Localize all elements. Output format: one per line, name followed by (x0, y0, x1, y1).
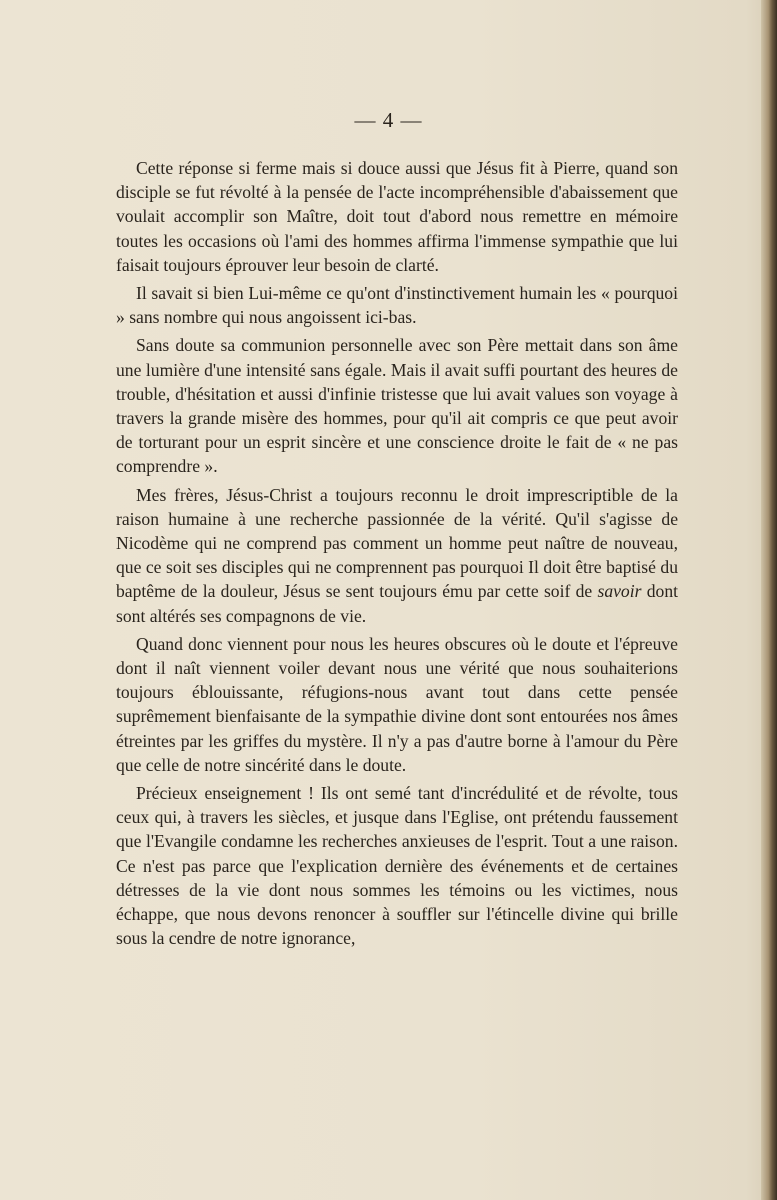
paragraph (116, 483, 678, 628)
paragraph: Quand donc viennent pour nous les heures obscures où le doute et l'épreuve dont il naît viennent voiler devant nous une vérité que nous souhaiterions toujours éblouissante, réfugions-nous avant tout dans cette pensée suprêmement bienfaisante de la sympathie divine dont sont entourées nos âmes étreintes par les griffes du mystère. Il n'y a pas d'autre borne à l'amour du Père que celle de notre sincérité dans le doute. (116, 633, 678, 775)
paragraph: Sans doute sa communion personnelle avec son Père mettait dans son âme une lumière d'une intensité sans égale. Mais il avait suffi pourtant des heures de trouble, d'hésitation et aussi d'infinie tristesse que lui avait values son voyage à travers la grande misère des hommes, pour qu'il ait compris ce que peut avoir de torturant pour un esprit sincère et une conscience droite le fait de « ne pas comprendre ». (116, 335, 678, 477)
body-text (116, 156, 678, 951)
paragraph-text: dont sont altérés ses compagnons de vie. (116, 581, 678, 626)
page-edge-shadow (761, 0, 777, 1200)
emphasized-word: savoir (597, 581, 642, 602)
paragraph: Il savait si bien Lui-même ce qu'ont d'instinctivement humain les « pourquoi » sans nombre qui nous angoissent ici-bas. (116, 283, 678, 328)
paragraph-text: Mes frères, Jésus-Christ a toujours reconnu le droit imprescriptible de la raison humaine à une recherche passionnée de la vérité. Qu'il s'agisse de Nicodème qui ne comprend pas comment un homme peut naître de nouveau, que ce soit ses disciples qui ne comprennent pas pourquoi Il doit être baptisé du baptême de la douleur, Jésus se sent toujours ému par cette soif de (116, 484, 678, 602)
page-number: — 4 — (354, 108, 423, 132)
paragraph: Précieux enseignement ! Ils ont semé tant d'incrédulité et de révolte, tous ceux qui, à travers les siècles, et jusque dans l'Eglise, ont prétendu faussement que l'Evangile condamne les recherches anxieuses de l'esprit. Tout a une raison. Ce n'est pas parce que l'explication dernière des événements et de certaines détresses de la vie dont nous sommes les témoins ou les victimes, nous échappe, que nous devons renoncer à souffler sur l'étincelle divine qui brille sous la cendre de notre ignorance, (116, 783, 678, 949)
paragraph: Cette réponse si ferme mais si douce aussi que Jésus fit à Pierre, quand son disciple se fut révolté à la pensée de l'acte incompréhensible d'abaissement que voulait accomplir son Maître, doit tout d'abord nous remettre en mémoire toutes les occasions où l'ami des hommes affirma l'immense sympathie que lui faisait toujours éprouver leur besoin de clarté. (116, 158, 678, 275)
